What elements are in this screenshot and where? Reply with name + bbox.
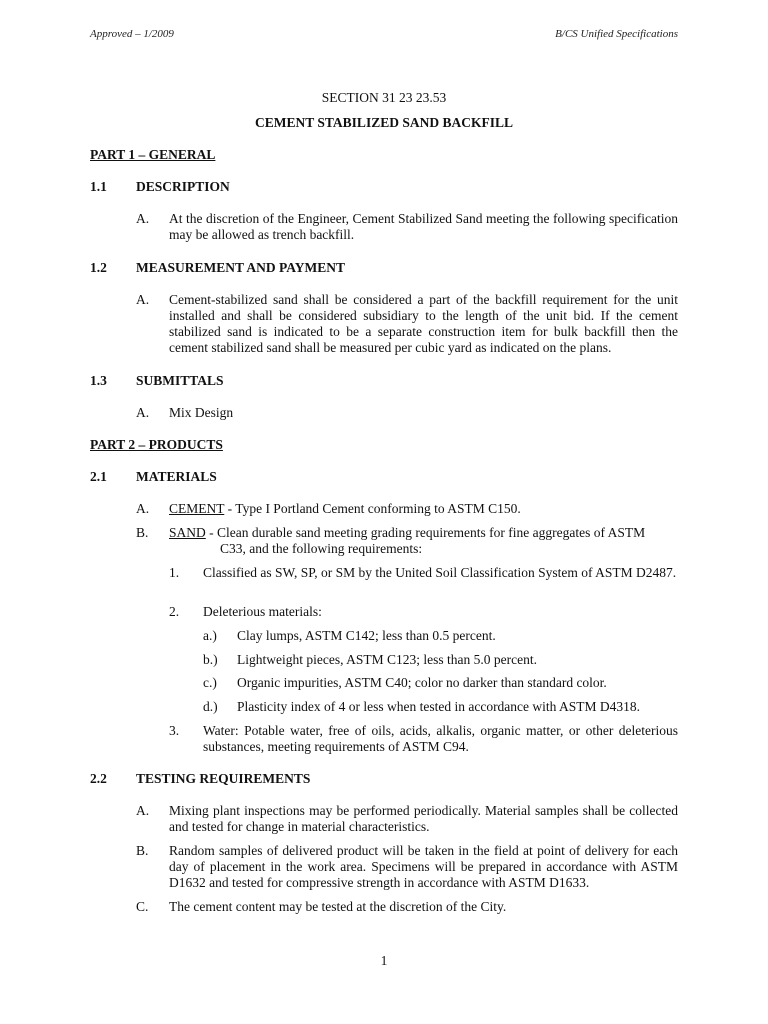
paragraph-1-2-a: Cement-stabilized sand shall be considered a part of the backfill requirement for the unit installed and shall be considered subsidiary to the length of the unit bid. If the cement stabilized sand is indicated to be a separate construction item for bulk backfill then the cement stabilized sand shall be measured per cubic yard as indicated on the plans. [169, 292, 678, 355]
item-1-text: Classified as SW, SP, or SM by the United Soil Classification System of ASTM D2487. [203, 565, 677, 580]
article-1-2-title: MEASUREMENT AND PAYMENT [136, 260, 346, 275]
paragraph-1-1-a-letter: A. [136, 211, 150, 226]
article-2-2-number: 2.2 [90, 771, 107, 786]
paragraph-1-2-a-letter: A. [136, 292, 150, 307]
subitem-a-label: a.) [203, 628, 217, 643]
item-2-text: Deleterious materials: [203, 604, 322, 619]
sand-text: - Clean durable sand meeting grading requirements for fine aggregates of ASTM [205, 525, 646, 540]
article-1-1-title: DESCRIPTION [136, 179, 230, 194]
article-2-1-number: 2.1 [90, 469, 107, 484]
subitem-d-label: d.) [203, 699, 218, 714]
section-title: CEMENT STABILIZED SAND BACKFILL [255, 115, 513, 130]
paragraph-2-1-a-letter: A. [136, 501, 150, 516]
article-1-2-number: 1.2 [90, 260, 107, 275]
paragraph-2-2-a-letter: A. [136, 803, 150, 818]
article-1-3-number: 1.3 [90, 373, 107, 388]
paragraph-2-1-b-letter: B. [136, 525, 149, 540]
cement-text: - Type I Portland Cement conforming to ASTM C150. [224, 501, 521, 516]
article-2-1-title: MATERIALS [136, 469, 217, 484]
subitem-c-label: c.) [203, 675, 217, 690]
paragraph-2-2-a: Mixing plant inspections may be performed periodically. Material samples shall be collected and tested for change in material characteristics. [169, 803, 678, 834]
paragraph-1-1-a: At the discretion of the Engineer, Cement Stabilized Sand meeting the following specification may be allowed as trench backfill. [169, 211, 678, 242]
subitem-b-text: Lightweight pieces, ASTM C123; less than 5.0 percent. [237, 652, 537, 667]
paragraph-2-2-b: Random samples of delivered product will be taken in the field at point of delivery for each day of placement in the work area. Specimens will be prepared in accordance with ASTM D1632 and tested for compressive strength in accordance with ASTM D1633. [169, 843, 678, 890]
part-1-heading: PART 1 – GENERAL [90, 147, 216, 162]
paragraph-2-1-b-line2: C33, and the following requirements: [220, 541, 423, 556]
cement-term: CEMENT [169, 501, 225, 516]
article-2-2-title: TESTING REQUIREMENTS [136, 771, 311, 786]
paragraph-2-1-b-line1 [169, 525, 678, 541]
item-1-number: 1. [169, 565, 180, 580]
article-1-3-title: SUBMITTALS [136, 373, 224, 388]
page-number: 1 [380, 953, 388, 968]
subitem-c-text: Organic impurities, ASTM C40; color no darker than standard color. [237, 675, 607, 690]
subitem-b-label: b.) [203, 652, 218, 667]
paragraph-1-3-a-letter: A. [136, 405, 150, 420]
paragraph-2-2-b-letter: B. [136, 843, 149, 858]
item-2-number: 2. [169, 604, 180, 619]
section-number: SECTION 31 23 23.53 [321, 90, 447, 105]
subitem-a-text: Clay lumps, ASTM C142; less than 0.5 percent. [237, 628, 496, 643]
paragraph-1-3-a: Mix Design [169, 405, 234, 420]
paragraph-2-2-c-letter: C. [136, 899, 149, 914]
article-1-1-number: 1.1 [90, 179, 107, 194]
header-approval: Approved – 1/2009 [90, 28, 174, 40]
header-spec-title: B/CS Unified Specifications [555, 28, 678, 40]
part-2-heading: PART 2 – PRODUCTS [90, 437, 223, 452]
item-3-text: Water: Potable water, free of oils, acids, alkalis, organic matter, or other deleterious substances, meeting requirements of ASTM C94. [203, 723, 678, 754]
paragraph-2-1-a [169, 501, 678, 517]
subitem-d-text: Plasticity index of 4 or less when tested in accordance with ASTM D4318. [237, 699, 641, 714]
sand-term: SAND [169, 525, 206, 540]
item-3-number: 3. [169, 723, 180, 738]
paragraph-2-2-c: The cement content may be tested at the discretion of the City. [169, 899, 507, 914]
